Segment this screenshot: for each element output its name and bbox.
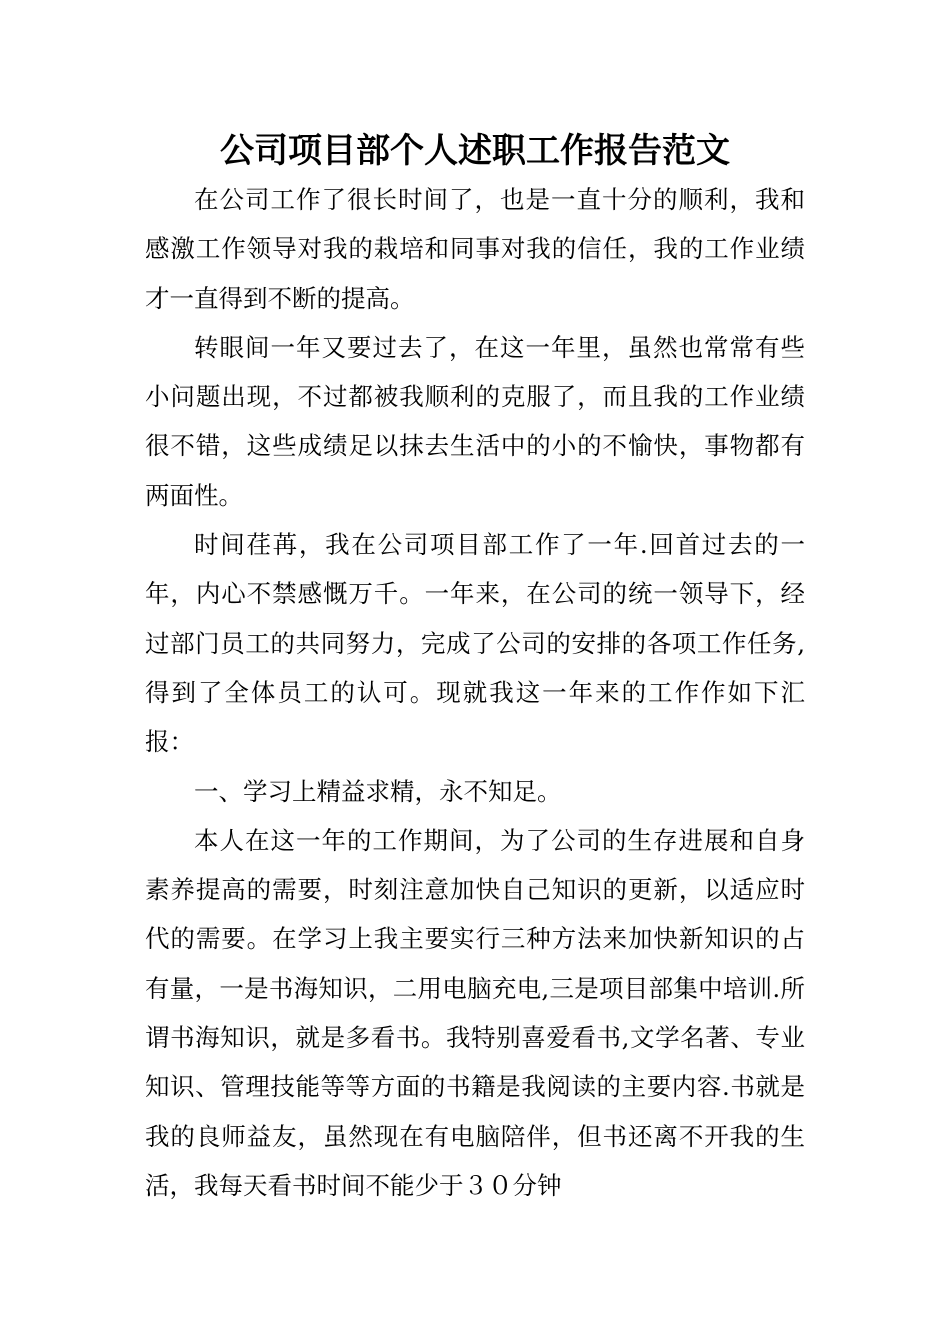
- paragraph-year-review: 转眼间一年又要过去了，在这一年里，虽然也常常有些小问题出现，不过都被我顺利的克服了，而且我的工作业绩很不错，这些成绩足以抹去生活中的小的不愉快，事物都有两面性。: [145, 332, 805, 510]
- paragraph-learning: 本人在这一年的工作期间，为了公司的生存进展和自身素养提高的需要，时刻注意加快自己知识的更新，以适应时代的需要。在学习上我主要实行三种方法来加快新知识的占有量，一是书海知识，二用电脑充电,三是项目部集中培训.所谓书海知识，就是多看书。我特别喜爱看书,文学名著、专业知识、管理技能等等方面的书籍是我阅读的主要内容.书就是我的良师益友，虽然现在有电脑陪伴，但书还离不开我的生活，我每天看书时间不能少于３０分钟: [145, 825, 805, 1200]
- section-heading-learning: 一、学习上精益求精，永不知足。: [194, 776, 562, 806]
- document-body: [145, 175, 805, 1210]
- document-title: 公司项目部个人述职工作报告范文: [220, 131, 730, 171]
- paragraph-summary: 时间荏苒，我在公司项目部工作了一年.回首过去的一年，内心不禁感慨万千。一年来，在公司的统一领导下，经过部门员工的共同努力，完成了公司的安排的各项工作任务,得到了全体员工的认可。现就我这一年来的工作作如下汇报：: [145, 530, 805, 757]
- paragraph-intro: 在公司工作了很长时间了，也是一直十分的顺利，我和感激工作领导对我的栽培和同事对我的信任，我的工作业绩才一直得到不断的提高。: [145, 185, 805, 313]
